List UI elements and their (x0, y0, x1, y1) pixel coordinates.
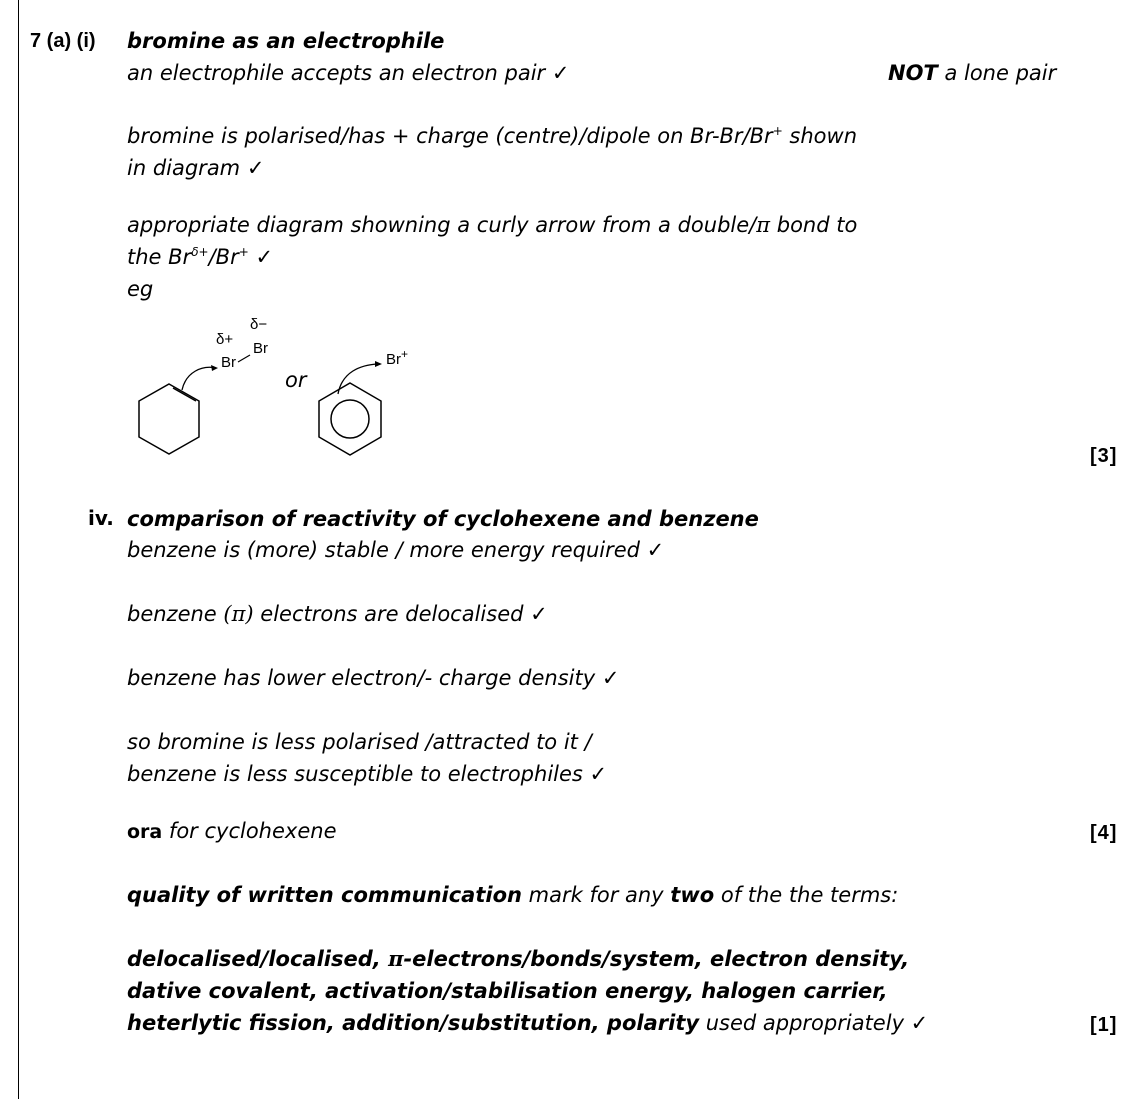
part-iv-line1: benzene is (more) stable / more energy required ✓ (127, 538, 665, 562)
line3a-text: appropriate diagram showning a curly arrow from a double/ (127, 213, 757, 237)
part-iv-line3: benzene has lower electron/- charge density ✓ (127, 666, 620, 690)
cyclohexene-double-bond (173, 388, 196, 401)
line3b-3: ✓ (248, 245, 274, 269)
mechanism-diagram (120, 310, 420, 470)
question-number: 7 (a) (i) (30, 30, 96, 52)
qwc-bold: quality of written communication (127, 883, 522, 907)
not-lone-pair-note (888, 60, 1056, 86)
not-note-bold: NOT (888, 61, 938, 85)
cyclohexene-ring (139, 384, 199, 454)
pi-paren: (π) (223, 602, 254, 626)
ora-bold: ora (127, 821, 163, 843)
br-label-1: Br (221, 354, 236, 371)
left-margin-rule (18, 0, 19, 1099)
part-iv-line2 (127, 601, 548, 627)
br-plus-sup: + (401, 347, 409, 361)
qwc-two: two (670, 883, 715, 907)
benzene-ring (319, 383, 381, 455)
part-iv-line4a: so bromine is less polarised /attracted to it / (127, 730, 592, 754)
qwc-line (127, 882, 898, 908)
line2-1: benzene (127, 602, 224, 626)
part-i-heading: bromine as an electrophile (127, 29, 445, 53)
line3b-2: /Br (208, 245, 239, 269)
part-i-line2a (127, 123, 857, 149)
part-i-line1: an electrophile accepts an electron pair ✓ (127, 61, 570, 85)
terms-line3 (127, 1010, 928, 1036)
line2a-sup: + (772, 124, 783, 138)
line3b-sup1: δ+ (191, 245, 209, 259)
terms1-a: delocalised/localised, (127, 947, 389, 971)
line3b-sup2: + (238, 245, 249, 259)
terms-pi: π (388, 946, 404, 971)
arrowhead-2 (375, 361, 382, 367)
terms-line2: dative covalent, activation/stabilisation energy, halogen carrier, (127, 979, 888, 1003)
arrowhead-1 (211, 365, 218, 371)
mark-1: [1] (1090, 1014, 1118, 1036)
line3b-1: the Br (127, 245, 192, 269)
line2a-text: bromine is polarised/has + charge (centre)/dipole on Br-Br/Br (127, 124, 773, 148)
part-i-line3b (127, 244, 273, 270)
delta-minus-label: δ− (250, 316, 268, 333)
line3a-end: bond to (770, 213, 858, 237)
terms3-bold: heterlytic fission, addition/substitution, polarity (127, 1011, 700, 1035)
part-iv-label: iv. (88, 506, 114, 530)
part-i-line2b: in diagram ✓ (127, 156, 265, 180)
mark-3: [3] (1090, 445, 1118, 467)
br-br-bond (238, 355, 250, 362)
part-i-line3a (127, 212, 857, 238)
delta-plus-label: δ+ (216, 331, 234, 348)
qwc-end: of the the terms: (714, 883, 899, 907)
br-label-2: Br (253, 340, 268, 357)
pi-symbol: π (756, 213, 771, 237)
or-label: or (285, 368, 307, 392)
eg-label: eg (127, 277, 154, 301)
ora-rest: for cyclohexene (162, 819, 337, 843)
benzene-delocalised-circle (331, 400, 369, 438)
br-plus-text: Br (386, 351, 401, 368)
ora-line (127, 818, 336, 845)
qwc-mid: mark for any (521, 883, 671, 907)
line2a-end: shown (782, 124, 858, 148)
part-iv-heading: comparison of reactivity of cyclohexene and benzene (127, 507, 759, 531)
mark-4: [4] (1090, 822, 1118, 844)
curly-arrow-1 (182, 367, 216, 390)
br-plus-label (386, 347, 408, 373)
part-iv-line4b: benzene is less susceptible to electrophiles ✓ (127, 762, 608, 786)
not-note-rest: a lone pair (937, 61, 1057, 85)
terms3-rest: used appropriately ✓ (699, 1011, 929, 1035)
terms1-b: -electrons/bonds/system, electron density, (403, 947, 910, 971)
line2-2: electrons are delocalised ✓ (253, 602, 548, 626)
terms-line1 (127, 946, 909, 972)
curly-arrow-2 (338, 364, 378, 394)
